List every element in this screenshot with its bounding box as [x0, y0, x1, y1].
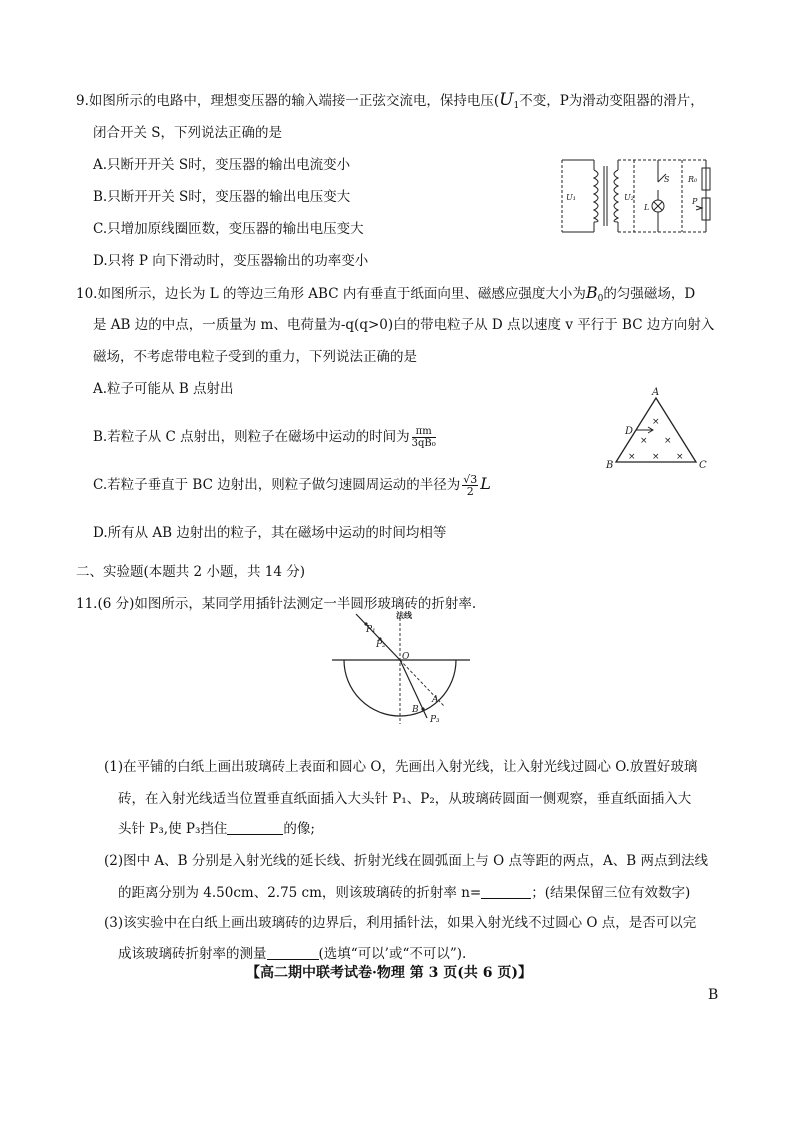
- answer-blank-3[interactable]: [267, 947, 319, 960]
- q10-stem-line3: 磁场，不考虑带电粒子受到的重力，下列说法正确的是: [93, 349, 417, 365]
- fraction-denominator: 3qB₀: [411, 438, 436, 449]
- q9-option-a: A.只断开开关 S时，变压器的输出电流变小: [93, 157, 351, 173]
- answer-blank-2[interactable]: [481, 886, 531, 899]
- label-slider-p: P: [692, 197, 698, 206]
- q11-part3-line1: (3)该实验中在白纸上画出玻璃砖的边界后，利用插针法，如果入射光线不过圆心 O 点，是否可以完: [104, 915, 697, 931]
- label-switch-s: S: [664, 175, 670, 184]
- q10-option-c-text: C.若粒子垂直于 BC 边射出，则粒子做匀速圆周运动的半径为: [93, 477, 461, 493]
- label-u1: U₁: [566, 193, 576, 202]
- q11-part1-line3-a: 头针 P₃,使 P₃挡住: [118, 821, 228, 837]
- q11-part1-line1: (1)在平铺的白纸上画出玻璃砖上表面和圆心 O，先画出入射光线，让入射光线过圆心 O.放置好玻璃: [104, 759, 698, 775]
- q10-stem-b: 的匀强磁场，D: [603, 286, 696, 302]
- transformer-circuit-diagram: [558, 154, 714, 238]
- q11-part3-line2-a: 成该玻璃砖折射率的测量: [118, 946, 267, 962]
- triangle-magnetic-field-diagram: [600, 384, 712, 476]
- point-b-label: B: [412, 705, 419, 715]
- q11-part2-line2-a: 的距离分别为 4.50cm、2.75 cm，则该玻璃砖的折射率 n=: [118, 885, 482, 901]
- field-cross-mark: ×: [664, 436, 672, 446]
- b0-subscript: 0: [597, 294, 604, 304]
- fraction-numerator: πm: [412, 426, 436, 438]
- pin-p2-label: P₂: [376, 640, 386, 650]
- q10-option-b: [93, 426, 436, 449]
- page-footer: 【高二期中联考试卷·物理 第 3 页(共 6 页)】: [246, 965, 532, 981]
- answer-blank-1[interactable]: [227, 822, 283, 835]
- q11-part3-line2: [118, 945, 466, 963]
- b0-symbol: B: [585, 283, 598, 302]
- vertex-c-label: C: [699, 460, 707, 471]
- q10-stem-a: 10.如图所示，边长为 L 的等边三角形 ABC 内有垂直于纸面向里、磁感应强度大小为: [76, 286, 586, 302]
- q10-option-b-text: B.若粒子从 C 点射出，则粒子在磁场中运动的时间为: [93, 429, 410, 445]
- q11-part2-line1: (2)图中 A、B 分别是入射光线的延长线、折射光线在圆弧面上与 O 点等距的两点，A、B 两点到法线: [104, 853, 708, 869]
- fraction-pi-m-over-3qb0: [412, 426, 436, 449]
- q11-part1-line3-b: 的像;: [283, 821, 315, 837]
- q9-option-c: C.只增加原线圈匝数，变压器的输出电压变大: [93, 221, 364, 237]
- q9-stem-a: 9.如图所示的电路中，理想变压器的输入端接一正弦交流电，保持电压(: [76, 93, 500, 109]
- pin-p1-label: P₁: [366, 625, 376, 635]
- field-cross-mark: ×: [676, 452, 684, 462]
- section-2-heading: 二、实验题(本题共 2 小题，共 14 分): [76, 564, 305, 580]
- q9-option-b: B.只断开开关 S时，变压器的输出电压变大: [93, 189, 351, 205]
- vertex-b-label: B: [606, 460, 614, 471]
- center-o-label: O: [402, 652, 410, 662]
- q11-part1-line2: 砖，在入射光线适当位置垂直纸面插入大头针 P₁、P₂，从玻璃砖圆面一侧观察，垂直纸面插入大: [118, 791, 692, 807]
- u1-symbol: U: [499, 90, 514, 110]
- normal-line-label: 法线: [396, 610, 412, 620]
- fraction-sqrt3-over-2: [462, 474, 478, 497]
- field-cross-mark: ×: [640, 436, 648, 446]
- paper-version-mark: B: [708, 987, 719, 1003]
- q11-part1-line3: [118, 820, 315, 838]
- label-r0: R₀: [688, 175, 698, 184]
- q10-stem-line2: 是 AB 边的中点，一质量为 m、电荷量为-q(q>0)白的带电粒子从 D 点以速度 v 平行于 BC 边方向射入: [93, 317, 715, 333]
- field-cross-mark: ×: [628, 452, 636, 462]
- semicircle-glass-refraction-diagram: [330, 610, 472, 730]
- q10-option-a: A.粒子可能从 B 点射出: [93, 381, 234, 397]
- fraction-numerator: √3: [463, 473, 478, 486]
- field-cross-mark: ×: [652, 452, 660, 462]
- q9-option-d: D.只将 P 向下滑动时，变压器输出的功率变小: [93, 253, 369, 269]
- field-cross-mark: ×: [652, 417, 660, 427]
- q9-stem-line2: 闭合开关 S，下列说法正确的是: [93, 125, 283, 141]
- u1-subscript: 1: [513, 101, 520, 111]
- label-lamp-l: L: [644, 203, 650, 212]
- fraction-denominator: 2: [466, 485, 474, 498]
- q11-part2-line2: [118, 884, 690, 902]
- q11-stem: 11.(6 分)如图所示，某同学用插针法测定一半圆形玻璃砖的折射率.: [76, 596, 477, 612]
- point-d-label: D: [625, 426, 634, 437]
- q11-part3-line2-b: (选填“可以’或“不可以”).: [318, 946, 467, 962]
- q10-option-d: D.所有从 AB 边射出的粒子，其在磁场中运动的时间均相等: [93, 525, 447, 541]
- q10-stem-line1: [76, 284, 695, 308]
- q9-stem-b: 不变，P为滑动变阻器的滑片，: [519, 93, 704, 109]
- vertex-a-label: A: [652, 387, 660, 398]
- q11-part2-line2-b: ；(结果保留三位有效数字): [531, 885, 691, 901]
- label-u2: U₂: [624, 193, 634, 202]
- q9-stem-line1: [76, 91, 704, 115]
- point-a-label: A: [432, 695, 439, 705]
- q10-option-c: [93, 474, 491, 497]
- length-l-symbol: L: [480, 474, 491, 493]
- pin-p3-label: P₃: [430, 715, 440, 725]
